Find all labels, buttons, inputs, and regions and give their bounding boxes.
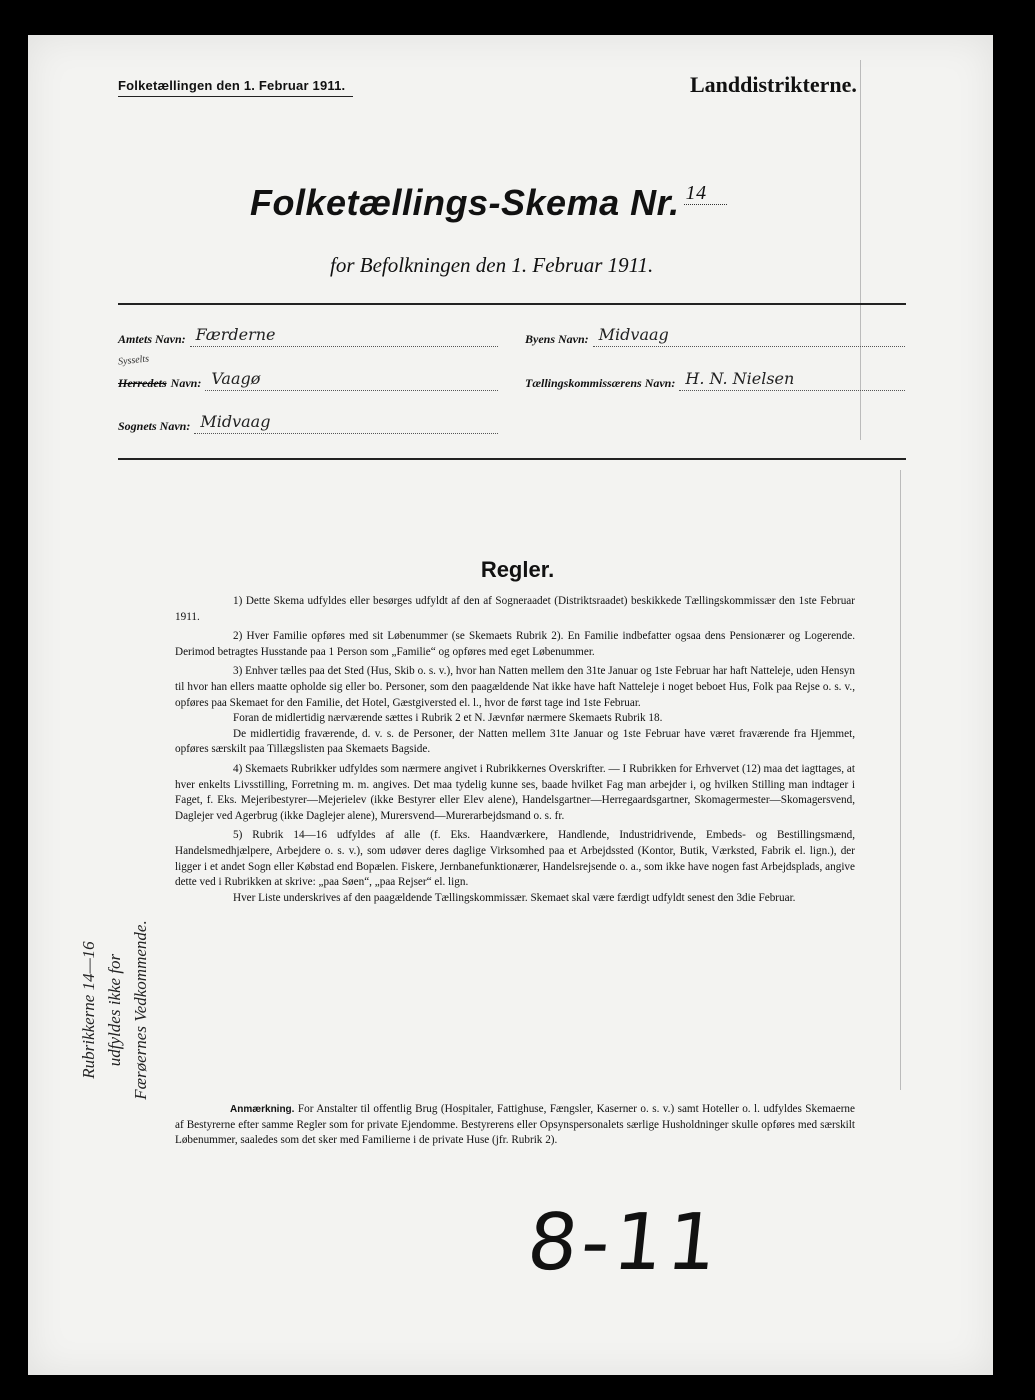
census-date-header: Folketællingen den 1. Februar 1911.	[118, 78, 346, 93]
kommissaer-value: H. N. Nielsen	[679, 370, 905, 391]
margin-note-line: Rubrikkerne 14—16	[79, 941, 98, 1079]
divider	[118, 303, 906, 305]
amt-value: Færderne	[190, 326, 498, 347]
district-type-header: Landdistrikterne.	[690, 72, 857, 97]
rule-3-note-absent: De midlertidig fraværende, d. v. s. de Personer, der Natten mellem 31te Januar og 1ste Februar have været fraværende fra Hjemmet, opføres særskilt paa Tillægslisten paa Skemaets Bagside.	[175, 727, 855, 756]
sogn-field	[118, 413, 498, 434]
divider	[118, 458, 906, 460]
form-title	[250, 182, 727, 224]
by-label: Byens Navn:	[525, 332, 589, 346]
amt-label: Amtets Navn:	[118, 332, 186, 346]
remark-text: For Anstalter til offentlig Brug (Hospitaler, Fattighuse, Fængsler, Kaserner o. s. v.) samt Hoteller o. l. udfyldes Skemaerne af Bestyrerne efter samme Regler som for private Ejendomme. Bestyrerens eller Opsynspersonalets særlige Husholdninger skulle opføres med særskilt Løbenummer, saaledes som det sker med Familierne i de private Huse (jfr. Rubrik 2).	[175, 1103, 855, 1147]
rule-3: 3) Enhver tælles paa det Sted (Hus, Skib o. s. v.), hvor han Natten mellem den 31te Januar og 1ste Februar har haft Natteleje, uden Hensyn til hvor han ellers maatte opholde sig eller bo. Personer, som den paagældende Nat ikke have haft Natteleje i noget beboet Hus, Folk paa Rejse o. s. v., opføres paa Skemaet for den Familie, det Hotel, Gæstgiversted el. l., hvor de først tage ind 1ste Februar.	[175, 665, 855, 709]
margin-note-line: udfyldes ikke for	[105, 953, 124, 1067]
margin-handwritten-note	[76, 920, 154, 1099]
rule-4: 4) Skemaets Rubrikker udfyldes som nærmere angivet i Rubrikkernes Overskrifter. — I Rubrikken for Erhvervet (12) maa det iagttages, at hver enkelts Livsstilling, Forretning m. m. angives. Det maa tydelig kunne ses, baade hvilket Fag man arbejder i, og hvilken Stilling man indtager i Faget, f. Eks. Mejeribestyrer—Mejerielev (ikke Bestyrer eller Elev alene), Handelsgartner—Herregaardsgartner, Skomagermester—Skomagersvend, Daglejer ved Agerbrug (ikke Daglejer alene), Murersvend—Murerarbejdsmand o. s. fr.	[175, 762, 855, 822]
herred-label-struck: Herredets	[118, 376, 167, 390]
herred-value: Vaagø	[205, 370, 498, 391]
herred-label: Navn:	[170, 376, 202, 390]
kommissaer-field	[525, 370, 905, 391]
kommissaer-label: Tællingskommissærens Navn:	[525, 376, 676, 390]
margin-note-line: Færøernes Vedkommende.	[131, 920, 150, 1100]
form-subtitle: for Befolkningen den 1. Februar 1911.	[330, 253, 654, 277]
rule-1: 1) Dette Skema udfyldes eller besørges udfyldt af den af Sogneraadet (Distriktsraadet) beskikkede Tællingskommissær den 1ste Februar 1911.	[175, 595, 855, 623]
sogn-value: Midvaag	[194, 413, 498, 434]
remark-lead: Anmærkning.	[230, 1104, 295, 1115]
by-value: Midvaag	[593, 326, 905, 347]
sogn-label: Sognets Navn:	[118, 419, 191, 433]
form-title-text: Folketællings-Skema Nr.	[250, 182, 680, 223]
herred-handwritten-correction: Sysselts	[117, 353, 150, 368]
by-field	[525, 326, 905, 347]
rule-signature: Hver Liste underskrives af den paagældende Tællingskommissær. Skemaet skal være færdigt udfyldt senest den 3die Februar.	[233, 891, 796, 904]
header-underline	[118, 96, 353, 97]
rule-2: 2) Hver Familie opføres med sit Løbenummer (se Skemaets Rubrik 2). En Familie indbefatter ogsaa dens Pensionærer og Logerende. Derimod betragtes Husstande paa 1 Person som „Familie“ og opføres med eget Løbenummer.	[175, 630, 855, 658]
rule-5: 5) Rubrik 14—16 udfyldes af alle (f. Eks. Haandværkere, Handlende, Industridrivende, Embeds- og Bestillingsmænd, Handelsmedhjælpere, Arbejdere o. s. v.), som udøver deres daglige Virksomhed paa et Arbejdssted (Kontor, Butik, Værksted, Fabrik el. lign.), der ligger i et andet Sogn eller Købstad end Bopælen. Fiskere, Jernbanefunktionærer, Handelsrejsende o. a., som ikke have nogen fast Arbejdsplads, angive dette ved i Rubrikken at skrive: „paa Søen“, „paa Rejser“ el. lign.	[175, 829, 855, 889]
herred-field	[118, 370, 498, 391]
form-number: 14	[684, 182, 727, 205]
amt-field	[118, 326, 498, 347]
remark	[175, 1102, 855, 1149]
rules-text	[175, 594, 855, 910]
handwritten-range-number: 8-11	[523, 1198, 726, 1288]
rule-3-note-present: Foran de midlertidig nærværende sættes i Rubrik 2 et N. Jævnfør nærmere Skemaets Rubrik 18.	[233, 712, 663, 725]
rules-heading: Regler.	[480, 557, 555, 582]
